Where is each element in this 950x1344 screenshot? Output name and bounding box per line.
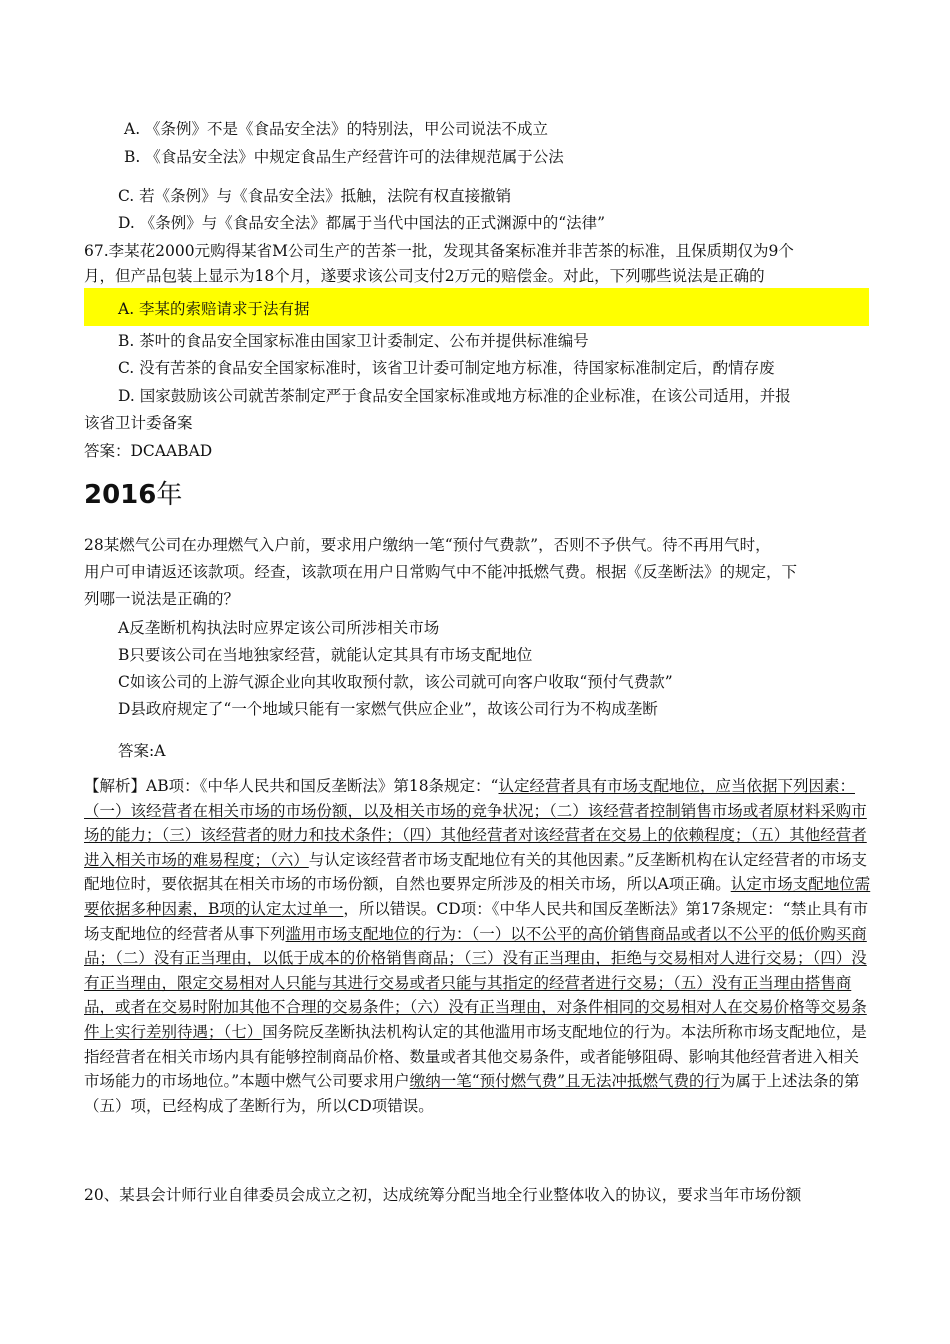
q28-option-a: A反垄断机构执法时应界定该公司所涉相关市场 [118, 619, 440, 637]
q66-option-c: C. 若《条例》与《食品安全法》抵触，法院有权直接撤销 [118, 187, 512, 205]
year-suffix: 年 [156, 480, 183, 510]
q28-option-b: B只要该公司在当地独家经营，就能认定其具有市场支配地位 [118, 646, 533, 664]
q20-stem-line1: 20、某县会计师行业自律委员会成立之初，达成统筹分配当地全行业整体收入的协议，要求当年市场份额 [84, 1186, 802, 1204]
analysis-underline-4: 缴纳一笔“预付燃气费”且无法冲抵燃气费的行 [409, 1072, 721, 1091]
q67-stem-line2: 月，但产品包装上显示为18个月，遂要求该公司支付2万元的赔偿金。对此，下列哪些说法是正确的 [84, 267, 765, 285]
q67-option-c: C. 没有苦茶的食品安全国家标准时，该省卫计委可制定地方标准，待国家标准制定后，酌情存废 [118, 359, 775, 377]
analysis-text-4: 国务院反垄断执法机构认定的其他滥用市场支配地位的行为。本法所称市场支配地位，是指经营者在相关市场内具有能够控制商品价格、数量或者其他交易条件，或者能够阻碍、影响其他经营者进入相关市场能力的市场地位。”本题中燃气公司要求用户 [84, 1022, 867, 1091]
analysis-paragraph [84, 774, 874, 1118]
analysis-underline-1: 认定经营者具有市场支配地位，应当依据下列因素：（一）该经营者在相关市场的市场份额，以及相关市场的竞争状况；（二）该经营者控制销售市场或者原材料采购市场的能力；（三）该经营者的财力和技术条件；（四）其他经营者对该经营者在交易上的依赖程度；（五）其他经营者进入相关市场的难易程度；（六） [84, 777, 867, 869]
q67-answer: 答案：DCAABAD [84, 442, 213, 460]
q28-stem-line3: 列哪一说法是正确的？ [84, 590, 240, 608]
q28-stem-line2: 用户可申请返还该款项。经查，该款项在用户日常购气中不能冲抵燃气费。根据《反垄断法》的规定，下 [84, 563, 798, 581]
year-number: 2016 [84, 480, 157, 510]
q28-option-c: C如该公司的上游气源企业向其收取预付款，该公司就可向客户收取“预付气费款” [118, 673, 673, 691]
q28-answer: 答案:A [118, 742, 166, 760]
analysis-underline-2: 认定市场支配地位需要依据多种因素，B项的认定太过单一 [84, 875, 871, 918]
q67-option-b: B. 茶叶的食品安全国家标准由国家卫计委制定、公布并提供标准编号 [118, 332, 589, 350]
q67-option-d-line1: D. 国家鼓励该公司就苦茶制定严于食品安全国家标准或地方标准的企业标准，在该公司适用，并报 [118, 387, 791, 405]
analysis-underline-3: 滥用市场支配地位的行为：（一）以不公平的高价销售商品或者以不公平的低价购买商品；（二）没有正当理由，以低于成本的价格销售商品；（三）没有正当理由，拒绝与交易相对人进行交易；（四）没有正当理由，限定交易相对人只能与其进行交易或者只能与其指定的经营者进行交易；（五）没有正当理由搭售商品，或者在交易时附加其他不合理的交易条件；（六）没有正当理由，对条件相同的交易相对人在交易价格等交易条件上实行差别待遇；（七） [84, 924, 867, 1041]
q67-stem-line1: 67.李某花2000元购得某省M公司生产的苦茶一批，发现其备案标准并非苦茶的标准，且保质期仅为9个 [84, 242, 794, 260]
analysis-text-3: ，所以错误。CD项：《中华人民共和国反垄断法》第17条规定：“禁止具有市场支配地位的经营者从事下列 [84, 899, 869, 943]
q28-option-d: D县政府规定了“一个地域只能有一家燃气供应企业”，故该公司行为不构成垄断 [118, 700, 658, 718]
q67-option-d-line2: 该省卫计委备案 [84, 414, 193, 432]
analysis-text-2: 与认定该经营者市场支配地位有关的其他因素。”反垄断机构在认定经营者的市场支配地位时，要依据其在相关市场的市场份额，自然也要界定所涉及的相关市场，所以A项正确。 [84, 850, 867, 894]
q67-option-a: A. 李某的索赔请求于法有据 [118, 300, 310, 318]
year-heading [84, 478, 182, 512]
q66-option-d: D. 《条例》与《食品安全法》都属于当代中国法的正式渊源中的“法律” [118, 214, 606, 232]
q28-stem-line1: 28某燃气公司在办理燃气入户前，要求用户缴纳一笔“预付气费款”，否则不予供气。待不再用气时， [84, 536, 771, 554]
q66-option-b: B. 《食品安全法》中规定食品生产经营许可的法律规范属于公法 [124, 148, 564, 166]
analysis-text-5: 为属于上述法条的第（五）项，已经构成了垄断行为，所以CD项错误。 [84, 1072, 860, 1115]
q66-option-a: A. 《条例》不是《食品安全法》的特别法，甲公司说法不成立 [124, 120, 549, 138]
analysis-text-1: 【解析】AB项：《中华人民共和国反垄断法》第18条规定：“ [84, 777, 499, 795]
